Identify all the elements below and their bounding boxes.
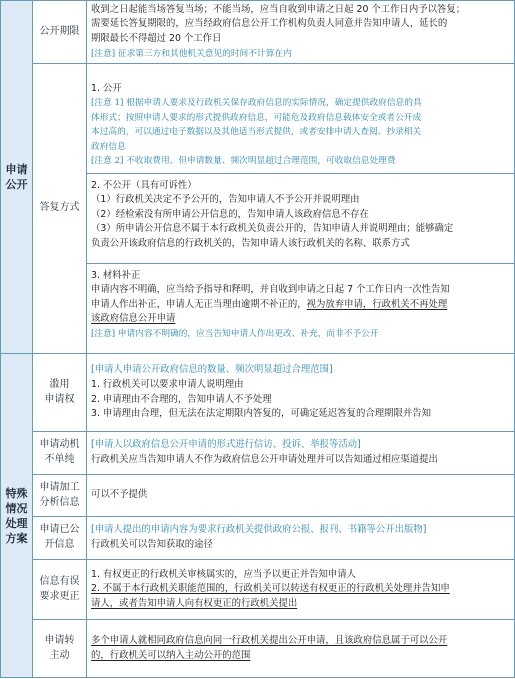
supplement-note: [注意] 申请内容不明确的，应当告知申请人作出更改、补充，而非不予公开	[91, 328, 379, 339]
motive-content: [申请人以政府信息公开申请的形式进行信访、投诉、举报等活动] 行政机关应当告知申请人不作为政府信息公开申请处理并可以告知通过相应渠道提出	[87, 432, 515, 475]
process-info-content: 可以不予提供	[87, 475, 515, 517]
deadline-content: 收到之日起能当场答复当场；不能当场，应当自收到申请之日起 20 个工作日内予以答复； 需要延长答复期限的，应当经政府信息公开工作机构负责人同意并告知申请人，延长的 期限最长不得超过 20 个工作日 [注意] 征求第三方和其他机关意见的时间不计算在内	[87, 1, 515, 64]
active-content: 多个申请人就相同政府信息向同一行政机关提出公开申请，且该政府信息属于可以公开 的，行政机关可以纳入主动公开的范围	[87, 620, 515, 678]
abandon-underline: 视为放弃申请，行政机关不再处理	[306, 298, 448, 310]
section-label-apply: 申请 公开	[1, 1, 33, 354]
reply-block-not-public: 2. 不公开（具有可诉性） （1）行政机关决定不予公开的，告知申请人不予公开并说明理由 （2）经检索没有所申请公开信息的，告知申请人该政府信息不存在 （3）所申请公开信息不属于本行政机关负责公开的，告知申请人并说明理由；能够确定 负责公开该政府信息的行政机关的，告知申请人该行政机关的名称、联系方式	[87, 173, 514, 263]
row-label-deadline: 公开期限	[33, 1, 87, 64]
row-label-correction: 信息有误 要求更正	[33, 560, 87, 620]
row-label-reply-method: 答复方式	[33, 64, 87, 354]
reply-block-public: 1. 公开 [注意 1] 根据申请人要求及行政机关保存政府信息的实际情况，确定提供政府信息的具 体形式；按照申请人要求的形式提供政府信息，可能危及政府信息载体安全或者公开成 本过高的，可以通过电子数据以及其他适当形式提供，或者安排申请人查阅、抄录相关 政府信息 [注意 2] 不收取费用。但申请数量、频次明显超过合理范围，可收取信息处理费	[91, 82, 422, 167]
row-label-process-info: 申请加工 分析信息	[33, 475, 87, 517]
reply-method-content	[87, 64, 515, 354]
row-label-active: 申请转 主动	[33, 620, 87, 678]
section-label-special: 特殊 情况 处理 方案	[1, 354, 33, 678]
row-label-motive: 申请动机 不单纯	[33, 432, 87, 475]
row-label-abuse: 滥用 申请权	[33, 354, 87, 432]
correction-content: 1. 有权更正的行政机关审核属实的，应当予以更正并告知申请人 2. 不属于本行政机关职能范围的，行政机关可以转送有权更正的行政机关处理并告知申 请人，或者告知申请人向有权更正的行政机关提出	[87, 560, 515, 620]
reply-block-supplement: 3. 材料补正 申请内容不明确，应当给予指导和释明，并自收到申请之日起 7 个工作日内一次性告知 申请人作出补正，申请人无正当理由逾期不补正的，视为放弃申请，行政机关不再处理 该政府信息公开申请 [注意] 申请内容不明确的，应当告知申请人作出更改、补充，而非不予公开	[87, 263, 514, 343]
deadline-note: [注意] 征求第三方和其他机关意见的时间不计算在内	[91, 48, 292, 59]
row-label-published-info: 申请已公 开信息	[33, 517, 87, 560]
abuse-content: [申请人申请公开政府信息的数量、频次明显超过合理范围] 1. 行政机关可以要求申请人说明理由 2. 申请理由不合理的，告知申请人不予处理 3. 申请理由合理，但无法在法定期限内答复的，可确定延迟答复的合理期限并告知	[87, 354, 515, 432]
published-info-content: [申请人提出的申请内容为要求行政机关提供政府公报、报刊、书籍等公开出版物] 行政机关可以告知获取的途径	[87, 517, 515, 560]
